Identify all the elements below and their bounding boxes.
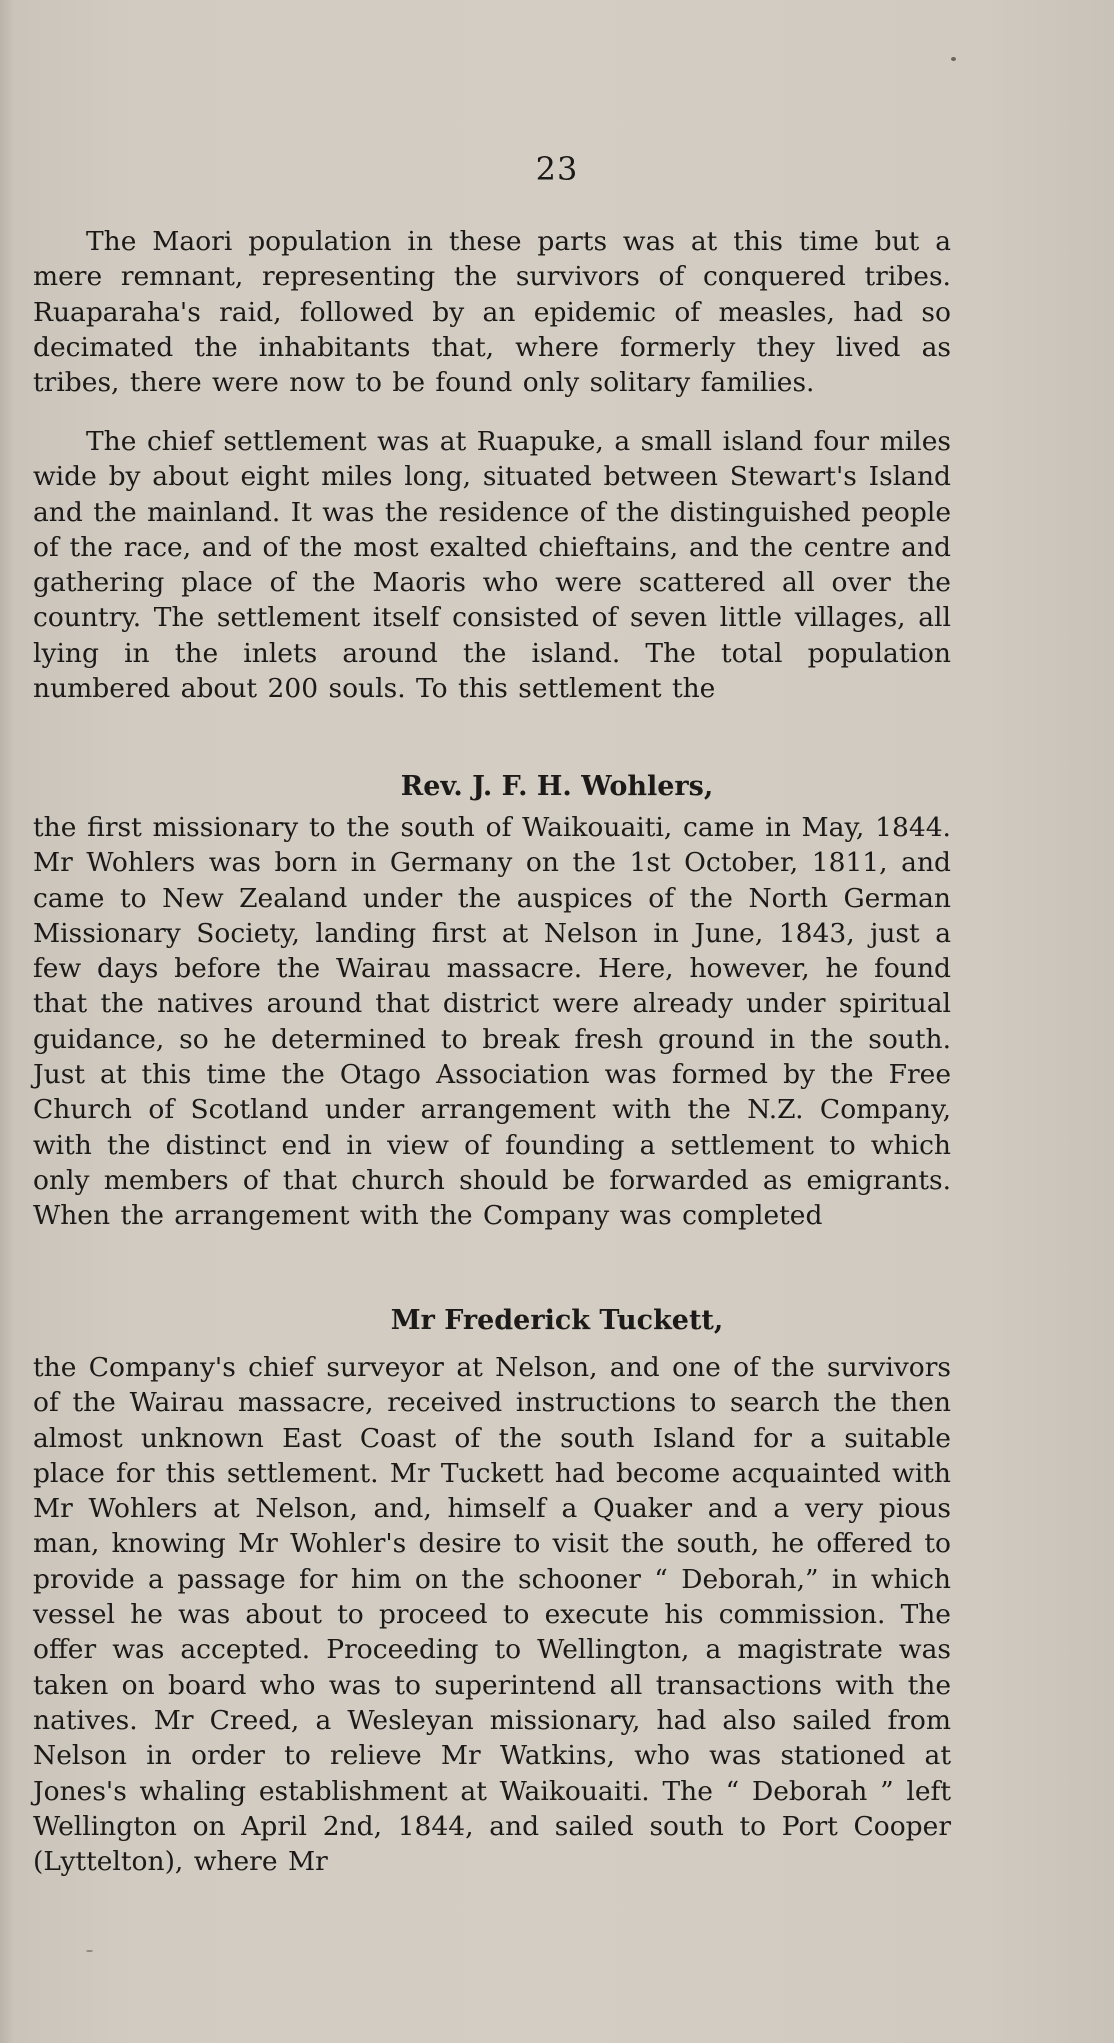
paragraph-maori-population bbox=[33, 224, 951, 400]
heading-wohlers: Rev. J. F. H. Wohlers, bbox=[400, 771, 714, 802]
dust-speck bbox=[86, 1950, 93, 1952]
paragraph-text: The Maori population in these parts was at this time but a mere remnant, representing the survivors of conquered tribes. Ruaparaha's raid, followed by an epidemic of measles, had so decimated the inhabitants that, where formerly they lived as tribes, there were now to be found only solitary families. bbox=[33, 226, 951, 399]
paragraph-first-missionary bbox=[33, 810, 951, 1234]
paragraph-chief-surveyor bbox=[33, 1350, 951, 1879]
dust-speck bbox=[951, 57, 956, 61]
paragraph-text: the Company's chief surveyor at Nelson, and one of the survivors of the Wairau massacre, received instructions to search the then almost unknown East Coast of the south Island for a suitable place for this settlement. Mr Tuckett had become acquainted with Mr Wohlers at Nelson, and, himself a Quaker and a very pious man, knowing Mr Wohler's desire to visit the south, he offered to provide a passage for him on the schooner “ Deborah,” in which vessel he was about to proceed to execute his commission. The offer was accepted. Proceeding to Wellington, a magistrate was taken on board who was to superintend all transactions with the natives. Mr Creed, a Wesleyan missionary, had also sailed from Nelson in order to relieve Mr Watkins, who was stationed at Jones's whaling establishment at Waikouaiti. The “ Deborah ” left Wellington on April 2nd, 1844, and sailed south to Port Cooper (Lyttelton), where Mr bbox=[33, 1352, 951, 1878]
paragraph-text: the first missionary to the south of Waikouaiti, came in May, 1844. Mr Wohlers was born in Germany on the 1st October, 1811, and came to New Zealand under the auspices of the North German Missionary Society, landing first at Nelson in June, 1843, just a few days before the Wairau massacre. Here, however, he found that the natives around that district were already under spiritual guidance, so he determined to break fresh ground in the south. Just at this time the Otago Association was formed by the Free Church of Scotland under arrangement with the N.Z. Company, with the distinct end in view of founding a settlement to which only members of that church should be forwarded as emigrants. When the arrangement with the Company was completed bbox=[33, 812, 951, 1232]
paragraph-text: The chief settlement was at Ruapuke, a small island four miles wide by about eight miles long, situated between Stewart's Island and the mainland. It was the residence of the distinguished people of the race, and of the most exalted chieftains, and the centre and gathering place of the Maoris who were scattered all over the country. The settlement itself consisted of seven little villages, all lying in the inlets around the island. The total population numbered about 200 souls. To this settlement the bbox=[33, 426, 951, 705]
heading-tuckett: Mr Frederick Tuckett, bbox=[390, 1305, 724, 1336]
page-number: 23 bbox=[535, 150, 579, 188]
page-edge-shadow bbox=[0, 0, 14, 2043]
paragraph-chief-settlement bbox=[33, 424, 951, 706]
